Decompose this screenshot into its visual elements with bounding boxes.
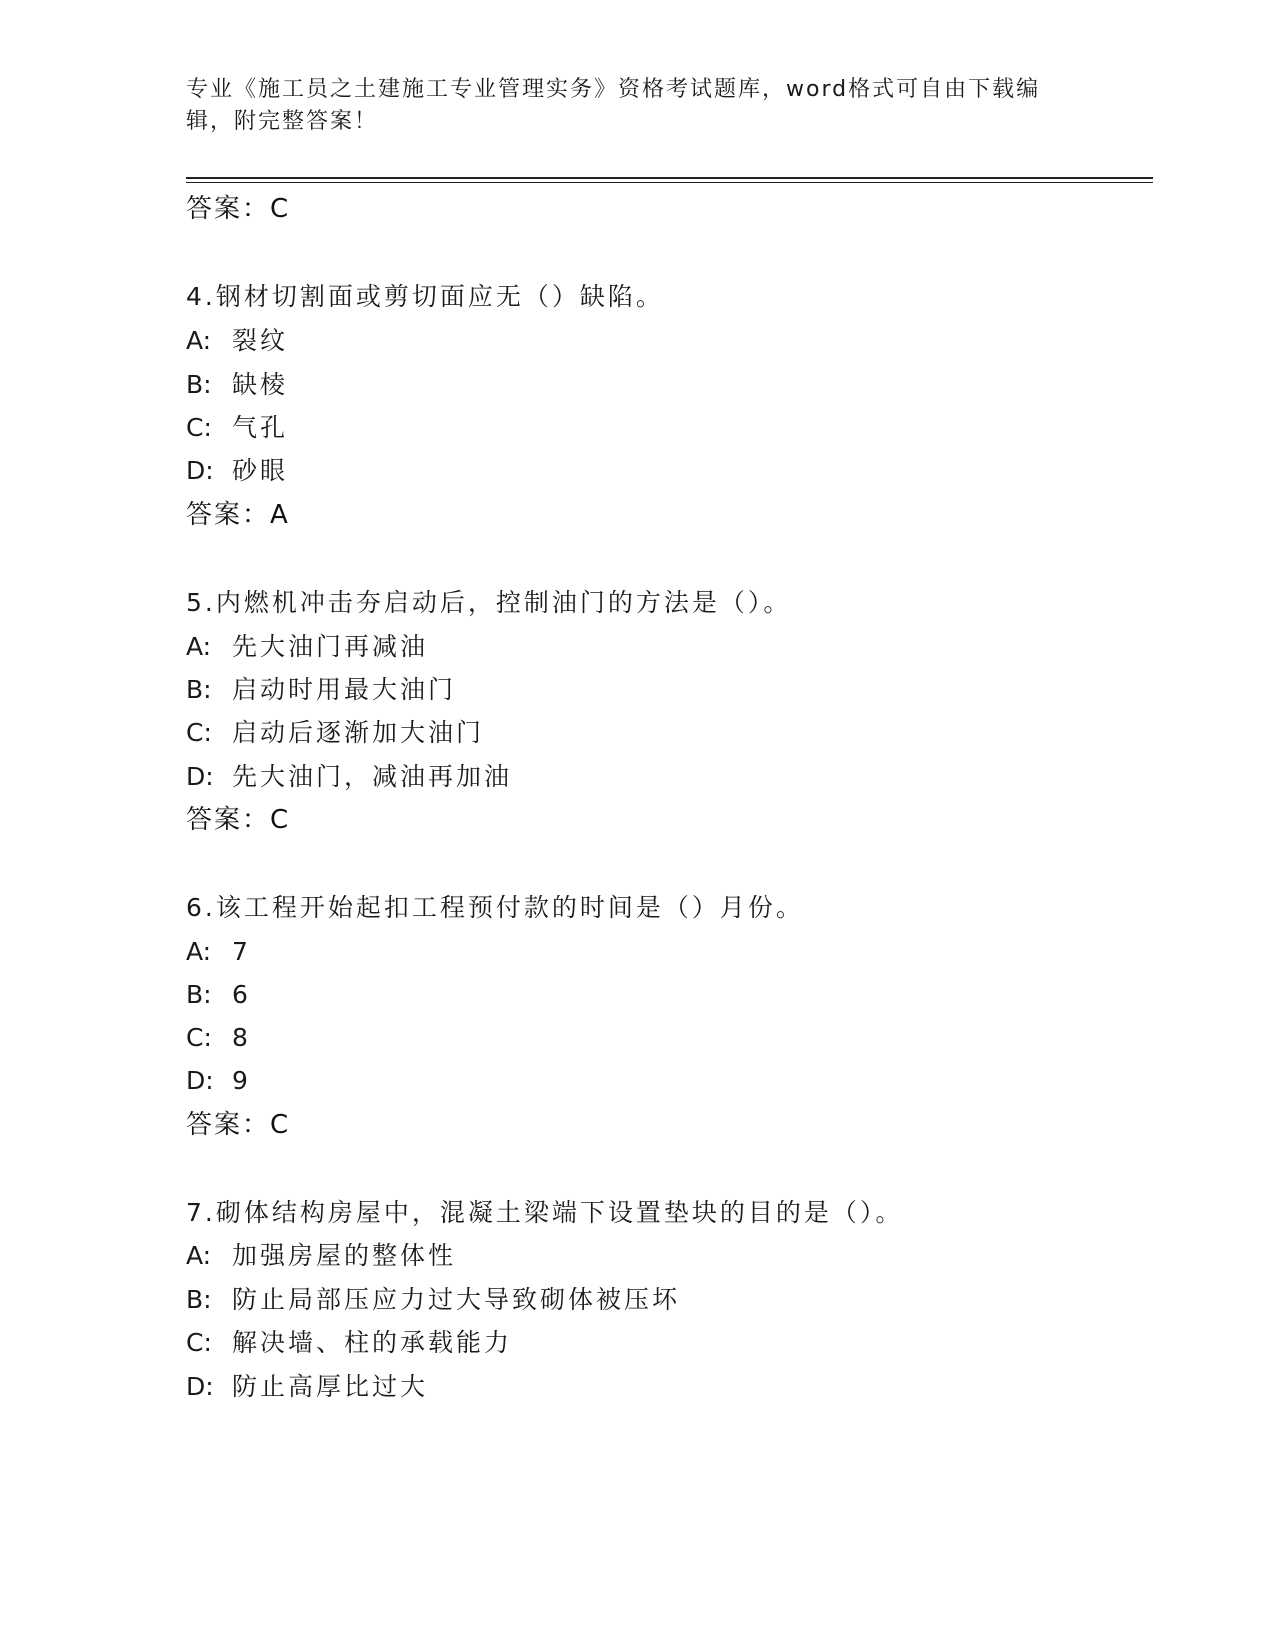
option-letter: B:	[186, 370, 212, 399]
question-4-option-b	[186, 370, 288, 400]
question-5-option-b	[186, 675, 456, 705]
option-text: 缺棱	[232, 370, 289, 399]
answer-prev: 答案：C	[186, 194, 291, 224]
option-text: 先大油门再减油	[232, 632, 429, 661]
option-text: 6	[232, 980, 251, 1009]
option-text: 防止高厚比过大	[232, 1372, 429, 1401]
question-6-answer: 答案：C	[186, 1110, 291, 1140]
header-divider-thin	[186, 182, 1153, 183]
option-text: 8	[232, 1023, 251, 1052]
option-text: 裂纹	[232, 326, 289, 355]
option-letter: A:	[186, 632, 212, 661]
option-letter: B:	[186, 1285, 212, 1314]
question-7-option-b	[186, 1285, 680, 1315]
header-line-2: 辑，附完整答案！	[186, 109, 379, 134]
option-text: 7	[232, 937, 251, 966]
option-letter: B:	[186, 980, 212, 1009]
option-letter: D:	[186, 762, 214, 791]
option-text: 启动时用最大油门	[232, 675, 457, 704]
header-divider	[186, 177, 1153, 179]
option-letter: D:	[186, 1372, 214, 1401]
option-text: 启动后逐渐加大油门	[232, 718, 485, 747]
option-letter: C:	[186, 718, 212, 747]
option-letter: D:	[186, 456, 214, 485]
option-text: 解决墙、柱的承载能力	[232, 1328, 513, 1357]
question-7-option-c	[186, 1328, 512, 1358]
question-4-option-c	[186, 413, 288, 443]
question-6-option-b	[186, 980, 251, 1010]
option-letter: C:	[186, 1328, 212, 1357]
question-5-option-a	[186, 632, 428, 662]
option-text: 加强房屋的整体性	[232, 1241, 457, 1270]
question-5-answer: 答案：C	[186, 805, 291, 835]
option-letter: D:	[186, 1066, 214, 1095]
question-6-stem: 6.该工程开始起扣工程预付款的时间是（）月份。	[186, 893, 804, 922]
option-letter: A:	[186, 937, 212, 966]
option-text: 砂眼	[232, 456, 289, 485]
header-line-1: 专业《施工员之土建施工专业管理实务》资格考试题库，word格式可自由下载编	[186, 77, 1041, 102]
document-header	[186, 74, 1066, 138]
question-4-answer: 答案：A	[186, 500, 290, 530]
question-4-option-a	[186, 326, 288, 356]
option-text: 9	[232, 1066, 251, 1095]
question-7-option-d	[186, 1372, 428, 1402]
option-letter: C:	[186, 413, 212, 442]
option-letter: A:	[186, 1241, 212, 1270]
question-6-option-d	[186, 1066, 251, 1096]
question-7-stem: 7.砌体结构房屋中，混凝土梁端下设置垫块的目的是（）。	[186, 1198, 904, 1227]
question-4-option-d	[186, 456, 288, 486]
option-letter: A:	[186, 326, 212, 355]
question-5-stem: 5.内燃机冲击夯启动后，控制油门的方法是（）。	[186, 588, 792, 617]
question-6-option-c	[186, 1023, 251, 1053]
option-text: 气孔	[232, 413, 289, 442]
option-letter: C:	[186, 1023, 212, 1052]
question-5-option-c	[186, 718, 484, 748]
option-text: 防止局部压应力过大导致砌体被压坏	[232, 1285, 681, 1314]
question-4-stem: 4.钢材切割面或剪切面应无（）缺陷。	[186, 282, 664, 311]
question-7-option-a	[186, 1241, 456, 1271]
option-text: 先大油门，减油再加油	[232, 762, 513, 791]
question-5-option-d	[186, 762, 512, 792]
option-letter: B:	[186, 675, 212, 704]
question-6-option-a	[186, 937, 251, 967]
